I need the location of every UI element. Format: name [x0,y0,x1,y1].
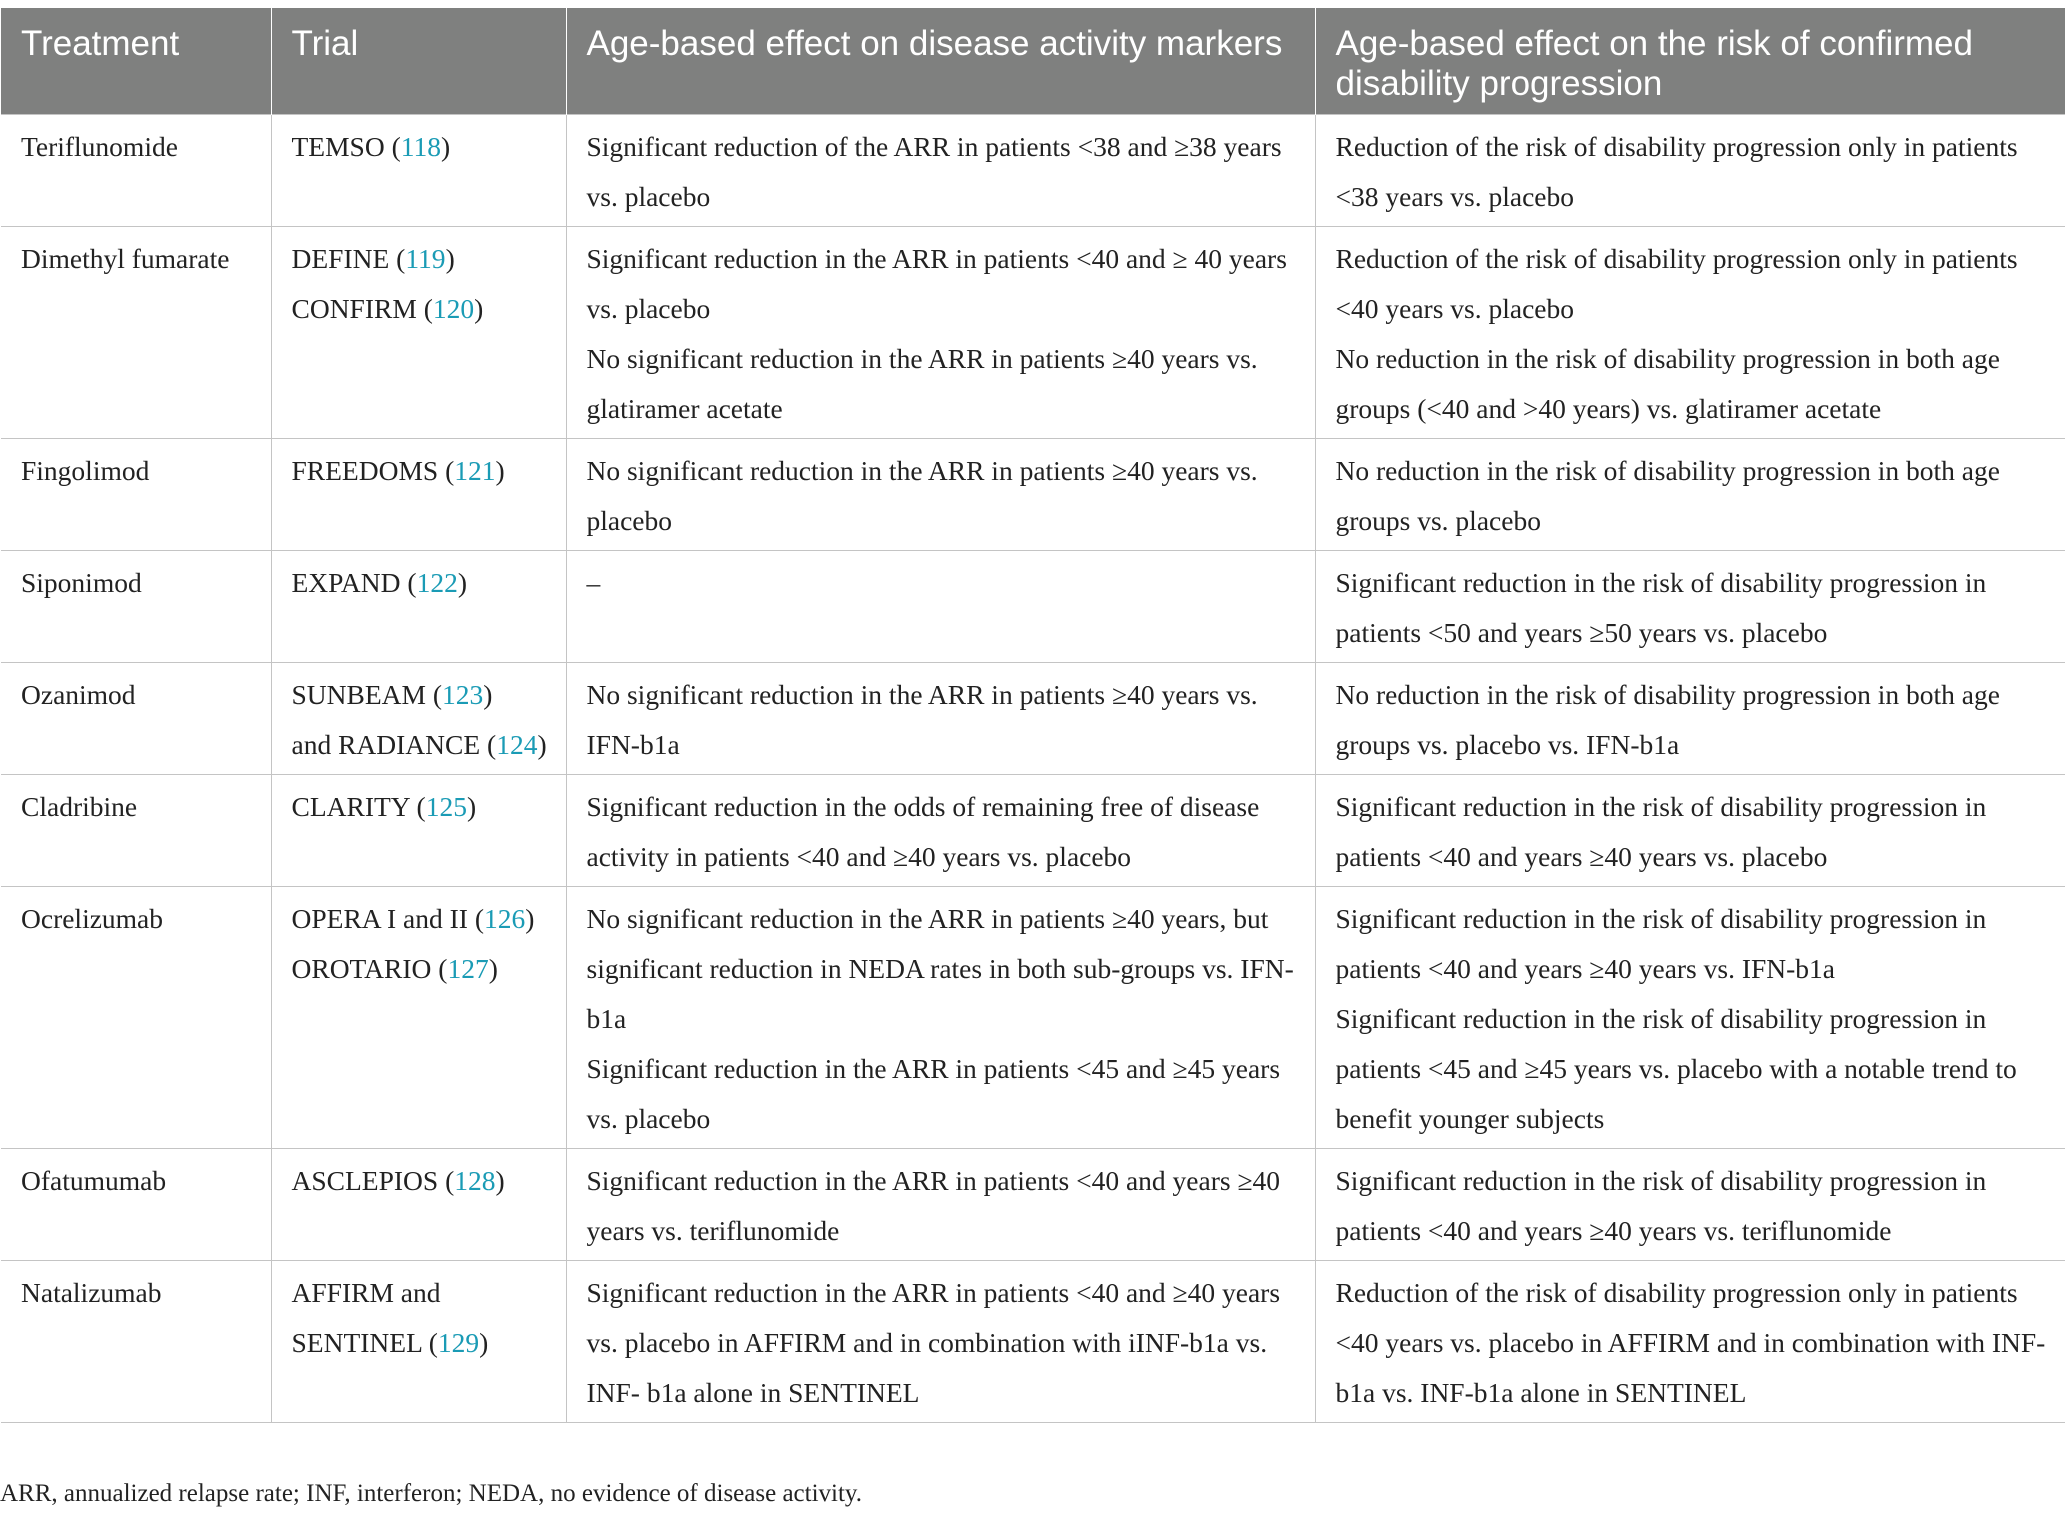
progression-text: Significant reduction in the risk of disability progression in patients <45 and ≥45 years vs. placebo with a notable trend to benefit younger subjects [1335,1003,2017,1134]
table-row [1,1149,2065,1261]
table-footnote: ARR, annualized relapse rate; INF, interferon; NEDA, no evidence of disease activity. [0,1480,863,1507]
trial-entry: OPERA I and II (126) [291,903,535,934]
activity-text: No significant reduction in the ARR in patients ≥40 years vs. IFN-b1a [586,679,1258,760]
trial-entry: OROTARIO (127) [291,953,498,984]
cell-trial [271,775,566,887]
cell-treatment: Fingolimod [1,439,271,551]
cell-activity [566,663,1315,775]
progression-text: Significant reduction in the risk of disability progression in patients <40 and years ≥40 years vs. teriflunomide [1335,1165,1987,1246]
cell-trial [271,887,566,1149]
cell-treatment: Ocrelizumab [1,887,271,1149]
trial-name: CONFIRM [291,293,417,324]
reference-link[interactable]: 129 [437,1327,480,1358]
table-body [1,115,2065,1423]
cell-trial [271,227,566,439]
reference-link[interactable]: 124 [496,729,538,760]
activity-text: No significant reduction in the ARR in patients ≥40 years, but significant reduction in NEDA rates in both sub-groups vs. IFN-b1a [586,903,1294,1034]
cell-trial [271,1149,566,1261]
reference-link[interactable]: 119 [405,243,446,274]
reference-link[interactable]: 120 [432,293,475,324]
trial-entry: DEFINE (119) [291,243,455,274]
table-row [1,887,2065,1149]
activity-text: Significant reduction in the odds of remaining free of disease activity in patients <40 and ≥40 years vs. placebo [586,791,1260,872]
reference-link[interactable]: 126 [484,903,526,934]
cell-activity [566,439,1315,551]
trial-entry: and RADIANCE (124) [291,729,547,760]
trial-name: AFFIRM and SENTINEL [291,1277,441,1358]
reference-link[interactable]: 127 [447,953,489,984]
table-row [1,115,2065,227]
progression-text: Significant reduction in the risk of disability progression in patients <50 and years ≥50 years vs. placebo [1335,567,1987,648]
cell-progression [1315,775,2065,887]
trial-entry: EXPAND (122) [291,567,467,598]
trial-entry: ASCLEPIOS (128) [291,1165,505,1196]
cell-trial [271,439,566,551]
activity-text: No significant reduction in the ARR in patients ≥40 years vs. placebo [586,455,1258,536]
header-trial: Trial [271,8,566,115]
cell-progression [1315,887,2065,1149]
cell-activity [566,887,1315,1149]
header-activity: Age-based effect on disease activity markers [566,8,1315,115]
trial-entry: CLARITY (125) [291,791,477,822]
reference-link[interactable]: 125 [425,791,467,822]
activity-text: Significant reduction in the ARR in patients <40 and ≥ 40 years vs. placebo [586,243,1287,324]
cell-activity [566,227,1315,439]
table-row [1,551,2065,663]
cell-treatment: Dimethyl fumarate [1,227,271,439]
cell-progression [1315,439,2065,551]
activity-text: No significant reduction in the ARR in patients ≥40 years vs. glatiramer acetate [586,343,1258,424]
cell-trial [271,1261,566,1423]
cell-treatment: Natalizumab [1,1261,271,1423]
cell-progression [1315,115,2065,227]
activity-text: Significant reduction in the ARR in patients <40 and years ≥40 years vs. teriflunomide [586,1165,1281,1246]
trial-name: TEMSO [291,131,385,162]
progression-text: Reduction of the risk of disability progression only in patients <38 years vs. placebo [1335,131,2018,212]
reference-link[interactable]: 128 [454,1165,496,1196]
table-row [1,1261,2065,1423]
progression-text: No reduction in the risk of disability progression in both age groups (<40 and >40 years) vs. glatiramer acetate [1335,343,2000,424]
cell-trial [271,663,566,775]
cell-progression [1315,551,2065,663]
cell-treatment: Cladribine [1,775,271,887]
table-row [1,439,2065,551]
cell-progression [1315,227,2065,439]
cell-treatment: Ofatumumab [1,1149,271,1261]
table-row [1,775,2065,887]
cell-activity [566,775,1315,887]
trial-entry: SUNBEAM (123) [291,679,493,710]
cell-treatment: Siponimod [1,551,271,663]
progression-text: No reduction in the risk of disability progression in both age groups vs. placebo vs. IFN-b1a [1335,679,2000,760]
progression-text: Reduction of the risk of disability progression only in patients <40 years vs. placebo [1335,243,2018,324]
activity-text: Significant reduction in the ARR in patients <40 and ≥40 years vs. placebo in AFFIRM and in combination with iINF-b1a vs. INF- b1a alone in SENTINEL [586,1277,1281,1408]
treatment-table [1,8,2065,1423]
reference-link[interactable]: 118 [400,131,441,162]
header-row [1,8,2065,115]
trial-name: ASCLEPIOS [291,1165,439,1196]
cell-progression [1315,663,2065,775]
trial-name: OROTARIO [291,953,432,984]
trial-entry: AFFIRM and SENTINEL (129) [291,1277,489,1358]
cell-activity [566,1149,1315,1261]
cell-trial [271,115,566,227]
cell-activity [566,115,1315,227]
activity-text: Significant reduction in the ARR in patients <45 and ≥45 years vs. placebo [586,1053,1281,1134]
cell-treatment: Ozanimod [1,663,271,775]
cell-activity [566,551,1315,663]
progression-text: Reduction of the risk of disability progression only in patients <40 years vs. placebo in AFFIRM and in combination with INF-b1a vs. INF-b1a alone in SENTINEL [1335,1277,2046,1408]
table-row [1,663,2065,775]
trial-name: FREEDOMS [291,455,439,486]
reference-link[interactable]: 123 [442,679,484,710]
trial-entry: FREEDOMS (121) [291,455,505,486]
cell-trial [271,551,566,663]
activity-text: – [586,567,601,598]
table-row [1,227,2065,439]
trial-name: and RADIANCE [291,729,481,760]
trial-name: DEFINE [291,243,390,274]
table-container [0,8,2066,1423]
trial-entry: TEMSO (118) [291,131,451,162]
progression-text: Significant reduction in the risk of disability progression in patients <40 and years ≥40 years vs. placebo [1335,791,1987,872]
table-header [1,8,2065,115]
trial-name: CLARITY [291,791,410,822]
cell-progression [1315,1261,2065,1423]
reference-link[interactable]: 121 [454,455,496,486]
trial-name: SUNBEAM [291,679,426,710]
cell-treatment: Teriflunomide [1,115,271,227]
cell-progression [1315,1149,2065,1261]
trial-name: EXPAND [291,567,401,598]
header-treatment: Treatment [1,8,271,115]
progression-text: No reduction in the risk of disability progression in both age groups vs. placebo [1335,455,2000,536]
trial-name: OPERA I and II [291,903,468,934]
activity-text: Significant reduction of the ARR in patients <38 and ≥38 years vs. placebo [586,131,1282,212]
reference-link[interactable]: 122 [416,567,458,598]
trial-entry: CONFIRM (120) [291,293,484,324]
cell-activity [566,1261,1315,1423]
header-progression: Age-based effect on the risk of confirmed disability progression [1315,8,2065,115]
progression-text: Significant reduction in the risk of disability progression in patients <40 and years ≥40 years vs. IFN-b1a [1335,903,1987,984]
